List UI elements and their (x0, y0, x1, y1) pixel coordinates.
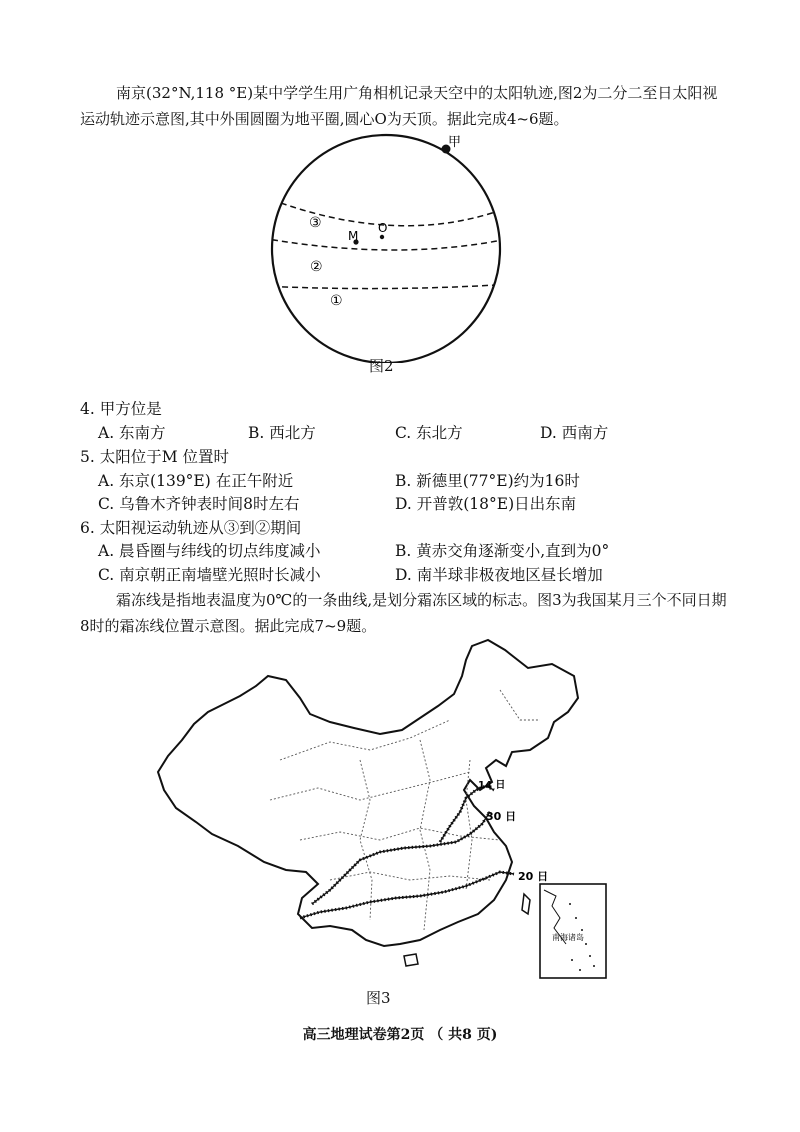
question-5-stem: 5. 太阳位于M 位置时 (80, 448, 230, 466)
question-4-option-a: A. 东南方 (98, 424, 166, 442)
question-4-stem: 4. 甲方位是 (80, 400, 162, 418)
figure-2-caption: 图2 (369, 357, 394, 375)
province-boundary (466, 760, 472, 890)
inset-label: 南海诸岛 (552, 933, 584, 942)
label-2: ② (310, 259, 323, 275)
question-4-option-b: B. 西北方 (248, 424, 316, 442)
label-1: ① (330, 293, 343, 309)
label-30: 30 日 (486, 810, 517, 823)
question-5-option-b: B. 新德里(77°E)约为16时 (395, 472, 580, 490)
question-6-option-b: B. 黄赤交角逐渐变小,直到为0° (395, 542, 610, 560)
figure-2-sun-path-diagram (240, 128, 520, 363)
figure-3-caption: 图3 (366, 989, 391, 1007)
intro-paragraph-2: 霜冻线是指地表温度为0℃的一条曲线,是划分霜冻区域的标志。图3为我国某月三个不同日期8时的霜冻线位置示意图。据此完成7~9题。 (80, 591, 727, 635)
label-m: M (348, 229, 359, 243)
question-6-option-c: C. 南京朝正南墙壁光照时长减小 (98, 566, 321, 584)
question-5-option-c: C. 乌鲁木齐钟表时间8时左右 (98, 495, 300, 513)
hainan-island (404, 954, 418, 966)
label-14: 14 日 (478, 780, 506, 791)
page-footer: 高三地理试卷第2页 （ 共8 页) (302, 1027, 498, 1043)
province-boundary (330, 872, 490, 880)
figure-3-frost-line-map (150, 634, 610, 984)
province-boundary (500, 690, 540, 720)
question-5-option-a: A. 东京(139°E) 在正午附近 (98, 472, 294, 490)
label-3: ③ (309, 215, 322, 231)
frost-line-30 (312, 812, 490, 904)
label-20: 20 日 (518, 870, 549, 883)
question-6-option-d: D. 南半球非极夜地区昼长增加 (395, 566, 603, 584)
question-5-option-d: D. 开普敦(18°E)日出东南 (395, 495, 577, 513)
south-china-sea-inset (540, 884, 606, 978)
taiwan-island (522, 894, 530, 914)
label-jia: 甲 (448, 135, 462, 150)
question-6-option-a: A. 晨昏圈与纬线的切点纬度减小 (98, 542, 321, 560)
label-o: O (378, 221, 388, 235)
question-4-option-d: D. 西南方 (540, 424, 609, 442)
sun-path-2 (262, 238, 512, 250)
province-boundary (360, 760, 372, 920)
sun-path-1 (262, 284, 512, 289)
intro-paragraph-1: 南京(32°N,118 °E)某中学学生用广角相机记录天空中的太阳轨迹,图2为二分二至日太阳视运动轨迹示意图,其中外围圆圈为地平圈,圆心O为天顶。据此完成4~6题。 (80, 84, 718, 128)
point-o (380, 235, 384, 239)
question-6-stem: 6. 太阳视运动轨迹从③到②期间 (80, 519, 302, 537)
question-4-option-c: C. 东北方 (395, 424, 463, 442)
province-boundary (420, 740, 430, 930)
province-boundary (280, 720, 450, 760)
horizon-circle (272, 135, 500, 363)
province-boundary (270, 772, 470, 800)
